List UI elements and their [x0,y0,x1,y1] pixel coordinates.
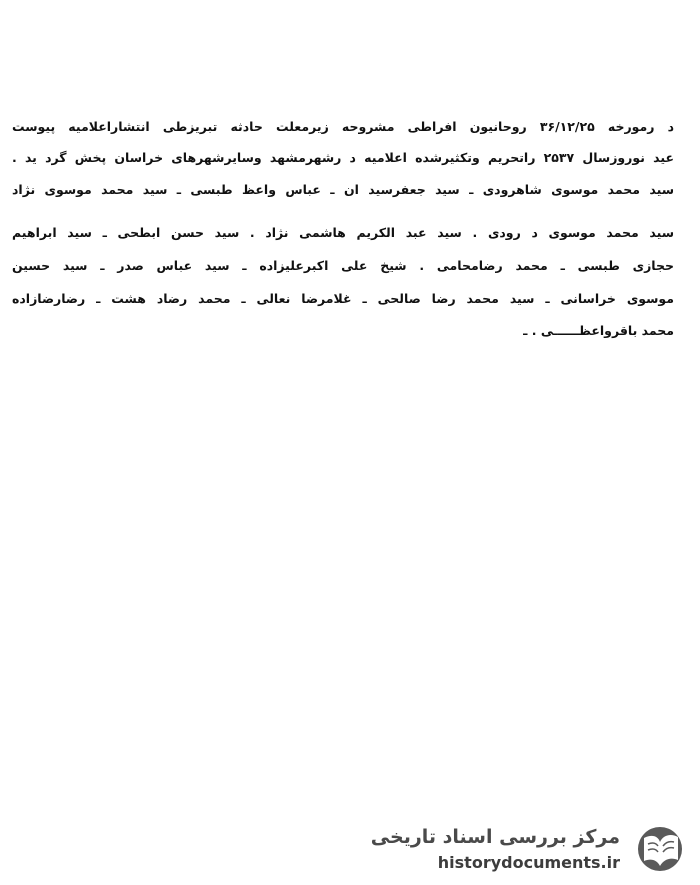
document-line-5: حجازی طبسی ـ محمد رضامحامی . شیخ علی اکبرعلیزاده ـ سید عباس صدر ـ سید حسین [12,258,674,273]
open-book-logo-icon [630,822,686,876]
watermark-url: historydocuments.ir [437,853,620,872]
document-line-3: سید محمد موسوی شاهرودی ـ سید جعفرسید ان ـ عباس واعظ طبسی ـ سید محمد موسوی نژاد [12,182,674,197]
document-line-6: موسوی خراسانی ـ سید محمد رضا صالحی ـ غلامرضا نعالی ـ محمد رضاد هشت ـ رضارضازاده [12,291,674,306]
document-line-4: سید محمد موسوی د رودی . سید عبد الکریم هاشمی نژاد . سید حسن ابطحی ـ سید ابراهیم [12,225,674,240]
document-line-7: محمد باقرواعظــــــی . ـ [523,323,674,338]
document-line-1: د رمورخه ۳۶/۱۲/۲۵ روحانیون افراطی مشروحه زیرمعلت حادثه تبریزطی انتشاراعلامیه پیوست [12,119,674,134]
watermark [370,822,686,876]
watermark-title: مرکز بررسی اسناد تاریخی [370,826,620,848]
document-line-2: عید نوروزسال ۲۵۳۷ راتحریم وتکثیرشده اعلامیه د رشهرمشهد وسایرشهرهای خراسان پخش گرد ید . [12,150,674,165]
